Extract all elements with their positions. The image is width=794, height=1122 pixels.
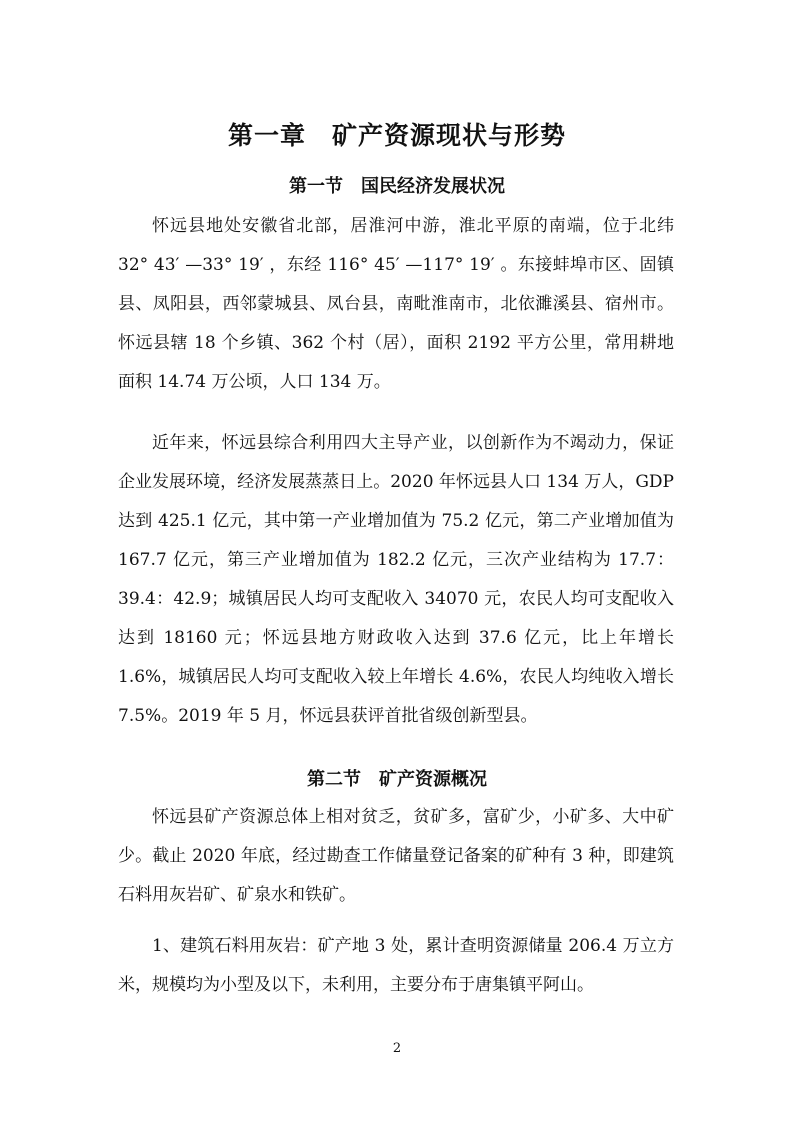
body-paragraph: 怀远县地处安徽省北部，居淮河中游，淮北平原的南端，位于北纬 32° 43′ —33° 19′ ，东经 116° 45′ —117° 19′ 。东接蚌埠市区、固镇县、凤阳县，西邻蒙城县、凤台县，南毗淮南市，北依濉溪县、宿州市。怀远县辖 18 个乡镇、362 个村（居），面积 2192 平方公里，常用耕地面积 14.74 万公顷，人口 134 万。 <box>118 216 674 392</box>
section-title: 第二节 矿产资源概况 <box>307 769 487 790</box>
body-paragraph: 怀远县矿产资源总体上相对贫乏，贫矿多，富矿少，小矿多、大中矿少。截止 2020 年底，经过勘查工作储量登记备案的矿种有 3 种，即建筑石料用灰岩矿、矿泉水和铁矿。 <box>118 807 674 905</box>
body-paragraph: 1、建筑石料用灰岩：矿产地 3 处，累计查明资源储量 206.4 万立方米，规模均为小型及以下，未利用，主要分布于唐集镇平阿山。 <box>118 936 674 995</box>
chapter-title: 第一章 矿产资源现状与形势 <box>227 121 566 150</box>
page-number: 2 <box>392 1041 402 1056</box>
section-title: 第一节 国民经济发展状况 <box>289 176 505 197</box>
body-paragraph: 近年来，怀远县综合利用四大主导产业，以创新作为不竭动力，保证企业发展环境，经济发展蒸蒸日上。2020 年怀远县人口 134 万人，GDP 达到 425.1 亿元，其中第一产业增加值为 75.2 亿元，第二产业增加值为 167.7 亿元，第三产业增加值为 182.2 亿元，三次产业结构为 17.7：39.4：42.9；城镇居民人均可支配收入 34070 元，农民人均可支配收入达到 18160 元；怀远县地方财政收入达到 37.6 亿元，比上年增长 1.6%，城镇居民人均可支配收入较上年增长 4.6%，农民人均纯收入增长 7.5%。2019 年 5 月，怀远县获评首批省级创新型县。 <box>118 433 674 726</box>
